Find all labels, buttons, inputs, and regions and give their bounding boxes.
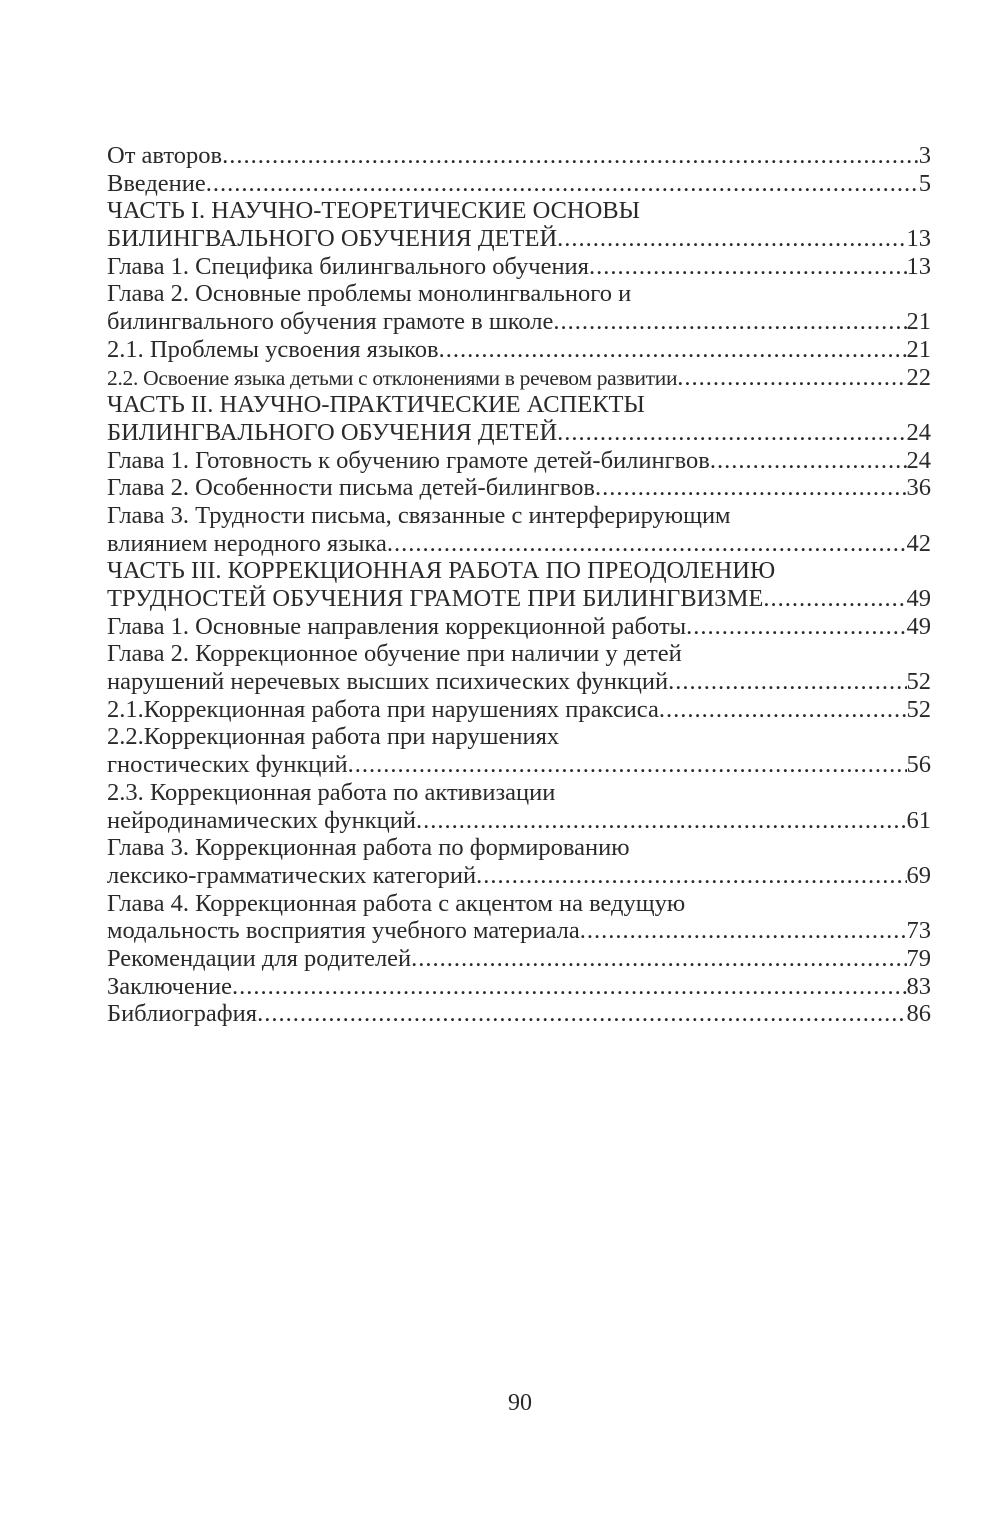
dot-leader	[595, 474, 907, 502]
dot-leader	[411, 945, 906, 973]
toc-entry-title: гностических функций	[107, 751, 348, 779]
toc-entry-title: ЧАСТЬ I. НАУЧНО-ТЕОРЕТИЧЕСКИЕ ОСНОВЫ	[107, 197, 641, 225]
toc-entry-title: Глава 4. Коррекционная работа с акцентом на ведущую	[107, 889, 686, 917]
toc-entry	[107, 391, 931, 419]
dot-leader	[206, 170, 919, 198]
toc-entry-page: 36	[906, 474, 931, 502]
toc-entry-title: 2.2. Освоение языка детьми с отклонениями в речевом развитии	[107, 365, 678, 390]
toc-entry	[107, 779, 931, 807]
toc-entry	[107, 253, 931, 281]
toc-entry	[107, 419, 931, 447]
dot-leader	[439, 336, 907, 364]
toc-entry-page: 52	[906, 668, 931, 696]
toc-entry-title: Глава 1. Основные направления коррекционной работы	[107, 612, 687, 640]
dot-leader	[222, 142, 919, 170]
toc-entry-page: 69	[906, 861, 931, 889]
toc-entry-page: 21	[906, 335, 931, 363]
toc-entry-title: Глава 1. Специфика билингвального обучения	[107, 252, 589, 280]
toc-entry-title: 2.3. Коррекционная работа по активизации	[107, 778, 556, 806]
toc-entry-title: билингвального обучения грамоте в школе	[107, 308, 554, 336]
toc-entry	[107, 447, 931, 475]
toc-entry-page: 21	[906, 308, 931, 336]
toc-entry-title: модальность восприятия учебного материала	[107, 917, 580, 945]
toc-entry	[107, 973, 931, 1001]
toc-entry-title: Глава 2. Основные проблемы монолингвального и	[107, 280, 632, 308]
dot-leader	[476, 862, 906, 890]
toc-entry-title: лексико-грамматических категорий	[107, 861, 477, 889]
toc-entry-title: ЧАСТЬ II. НАУЧНО-ПРАКТИЧЕСКИЕ АСПЕКТЫ	[107, 391, 645, 419]
toc-entry-title: Введение	[107, 169, 206, 197]
toc-entry-page: 5	[918, 169, 931, 197]
toc-entry	[107, 474, 931, 502]
dot-leader	[580, 917, 907, 945]
toc-entry-page: 56	[906, 751, 931, 779]
toc-entry-title: Глава 3. Трудности письма, связанные с интерферирующим	[107, 501, 731, 529]
toc-entry-title: Рекомендации для родителей	[107, 944, 412, 972]
dot-leader	[710, 447, 907, 475]
toc-entry	[107, 696, 931, 724]
toc-entry-title: Глава 2. Особенности письма детей-билингвов	[107, 474, 595, 502]
dot-leader	[387, 530, 907, 558]
toc-entry-page: 83	[906, 972, 931, 1000]
toc-entry-title: Глава 1. Готовность к обучению грамоте детей-билингвов	[107, 446, 710, 474]
toc-entry-title: Глава 2. Коррекционное обучение при наличии у детей	[107, 640, 682, 668]
toc-entry	[107, 917, 931, 945]
toc-entry-page: 79	[906, 944, 931, 972]
toc-entry-page: 22	[906, 363, 931, 391]
toc-entry-page: 52	[906, 695, 931, 723]
toc-entry	[107, 557, 931, 585]
toc-entry	[107, 640, 931, 668]
toc-entry-title: 2.1. Проблемы усвоения языков	[107, 335, 439, 363]
toc-entry-page: 49	[906, 585, 931, 612]
toc-entry	[107, 613, 931, 641]
toc-entry-title: 2.1.Коррекционная работа при нарушениях праксиса	[107, 695, 659, 723]
toc-entry	[107, 364, 931, 392]
toc-entry-title: От авторов	[107, 142, 223, 169]
dot-leader	[677, 364, 906, 392]
dot-leader	[348, 751, 907, 779]
toc-entry-page: 42	[906, 529, 931, 557]
toc-entry-title: БИЛИНГВАЛЬНОГО ОБУЧЕНИЯ ДЕТЕЙ	[107, 418, 558, 446]
dot-leader	[553, 308, 906, 336]
dot-leader	[668, 668, 906, 696]
toc-entry-title: Заключение	[107, 972, 232, 1000]
dot-leader	[257, 1000, 906, 1028]
toc-entry-title: нарушений неречевых высших психических функций	[107, 668, 669, 696]
toc-entry	[107, 336, 931, 364]
toc-entry	[107, 170, 931, 198]
toc-entry	[107, 585, 931, 613]
dot-leader	[589, 253, 907, 281]
toc-entry-title: ТРУДНОСТЕЙ ОБУЧЕНИЯ ГРАМОТЕ ПРИ БИЛИНГВИЗМЕ	[107, 585, 764, 612]
toc-entry	[107, 225, 931, 253]
dot-leader	[232, 973, 907, 1001]
toc-entry-title: Глава 3. Коррекционная работа по формированию	[107, 834, 630, 862]
toc-entry	[107, 530, 931, 558]
toc-entry-page: 61	[906, 806, 931, 834]
toc-entry-title: нейродинамических функций	[107, 806, 417, 834]
toc-entry	[107, 142, 931, 170]
toc-entry-title: 2.2.Коррекционная работа при нарушениях	[107, 723, 560, 751]
dot-leader	[763, 585, 906, 613]
toc-entry	[107, 834, 931, 862]
dot-leader	[557, 419, 906, 447]
dot-leader	[557, 225, 906, 253]
page-number: 90	[508, 1390, 532, 1416]
toc-entry	[107, 668, 931, 696]
toc-entry-page: 24	[906, 446, 931, 474]
toc-entry-title: Библиография	[107, 1000, 258, 1028]
toc-entry	[107, 807, 931, 835]
toc-entry	[107, 280, 931, 308]
toc-entry-page: 3	[918, 142, 931, 169]
toc-entry-page: 73	[906, 917, 931, 945]
toc-entry	[107, 723, 931, 751]
toc-entry	[107, 502, 931, 530]
toc-entry	[107, 197, 931, 225]
toc-entry	[107, 751, 931, 779]
dot-leader	[659, 696, 907, 724]
toc-entry-page: 13	[906, 252, 931, 280]
toc-entry-page: 49	[906, 612, 931, 640]
toc-entry-page: 86	[906, 1000, 931, 1028]
toc-entry-title: БИЛИНГВАЛЬНОГО ОБУЧЕНИЯ ДЕТЕЙ	[107, 225, 558, 253]
toc-entry	[107, 308, 931, 336]
toc-entry-page: 13	[906, 225, 931, 253]
table-of-contents	[107, 142, 931, 1028]
dot-leader	[686, 613, 906, 641]
toc-entry	[107, 945, 931, 973]
dot-leader	[416, 807, 906, 835]
toc-entry-title: ЧАСТЬ III. КОРРЕКЦИОННАЯ РАБОТА ПО ПРЕОДОЛЕНИЮ	[107, 557, 776, 585]
toc-entry-title: влиянием неродного языка	[107, 529, 387, 557]
toc-entry	[107, 890, 931, 918]
toc-entry	[107, 1000, 931, 1028]
toc-entry-page: 24	[906, 418, 931, 446]
toc-entry	[107, 862, 931, 890]
